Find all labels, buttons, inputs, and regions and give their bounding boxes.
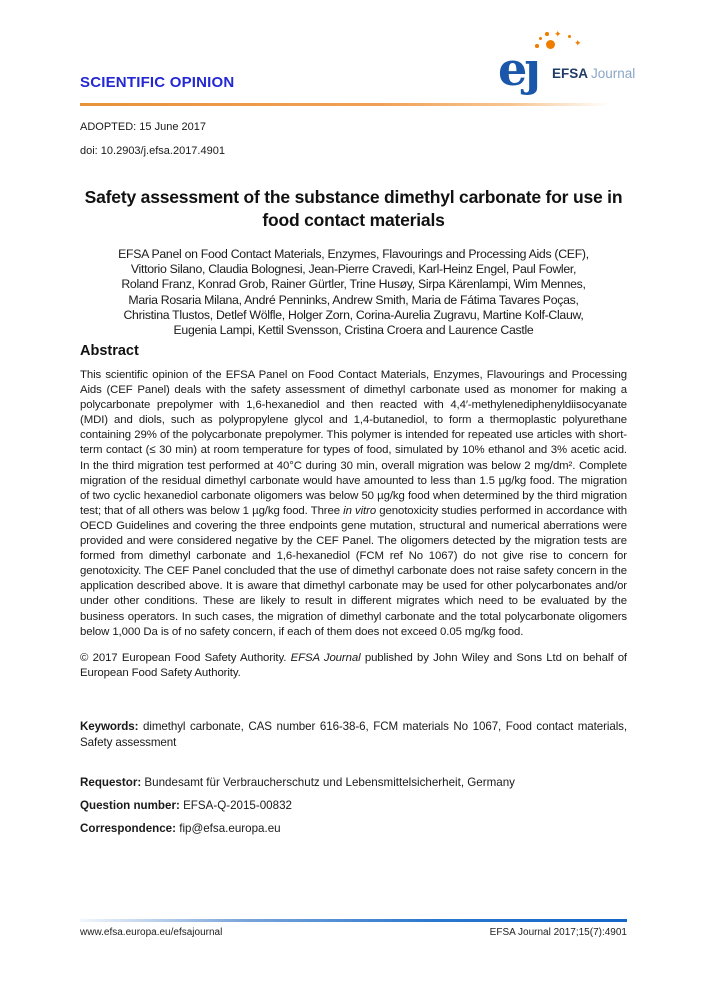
logo-brand-bold: EFSA bbox=[552, 66, 589, 81]
copyright-text: published by John Wiley and Sons Ltd on behalf of European Food Safety Authority. bbox=[80, 651, 627, 679]
copyright-paragraph bbox=[80, 651, 627, 681]
abstract-paragraph bbox=[80, 368, 627, 640]
abstract-italic-term: in vitro bbox=[343, 504, 377, 517]
correspondence-email-link[interactable]: fip@efsa.europa.eu bbox=[176, 822, 281, 835]
requestor-row bbox=[80, 776, 627, 789]
requestor-value: Bundesamt für Verbraucherschutz und Lebensmittelsicherheit, Germany bbox=[141, 776, 515, 789]
abstract-heading: Abstract bbox=[80, 343, 139, 359]
question-number-label: Question number: bbox=[80, 799, 180, 812]
authors-line: Christina Tlustos, Detlef Wölfle, Holger Zorn, Corina-Aurelia Zugravu, Martine Kolf-Clauw, bbox=[123, 307, 584, 322]
doi-link[interactable]: doi: 10.2903/j.efsa.2017.4901 bbox=[80, 145, 225, 157]
logo-dot-icon bbox=[539, 37, 542, 40]
logo-star-icon: ✦ bbox=[574, 38, 582, 48]
authors-line: EFSA Panel on Food Contact Materials, Enzymes, Flavourings and Processing Aids (CEF), bbox=[118, 247, 589, 261]
copyright-text: © 2017 European Food Safety Authority. bbox=[80, 651, 291, 664]
keywords-block bbox=[80, 719, 627, 750]
meta-block bbox=[80, 776, 627, 845]
logo-dot-icon bbox=[568, 35, 571, 38]
requestor-label: Requestor: bbox=[80, 776, 142, 789]
authors-line: Eugenia Lampi, Kettil Svensson, Cristina Croera and Laurence Castle bbox=[173, 323, 534, 338]
correspondence-row bbox=[80, 822, 627, 835]
keywords-text: dimethyl carbonate, CAS number 616-38-6, FCM materials No 1067, Food contact materials, Safety assessment bbox=[80, 720, 627, 749]
copyright-journal-name: EFSA Journal bbox=[290, 651, 361, 664]
abstract-text: This scientific opinion of the EFSA Panel on Food Contact Materials, Enzymes, Flavourings and Processing Aids (CEF Panel) deals with the safety assessment of dimethyl carbonate used as monomer for making a polycarbonate prepolymer with 1,6-hexanediol and then reacted with 4,4′-methylenediphenyldiisocyanate (MDI) and diols, such as polypropylene glycol and 1,4-butanediol, to form a thermoplastic polyurethane containing 29% of the polycarbonate prepolymer. This polymer is intended for repeated use articles with short-term contact (≤ 30 min) at room temperature for types of food, simulated by 10% ethanol and 3% acetic acid. In the third migration test performed at 40°C during 30 min, overall migration was below 2 mg/dm². Complete migration of the residual dimethyl carbonate would have amounted to less than 1.5 µg/kg food. The migration of two cyclic hexanediol carbonate oligomers was below 50 µg/kg food when determined by the third migration test; that of all others was below 1 µg/kg food. Three bbox=[80, 369, 627, 517]
keywords-label: Keywords: bbox=[80, 720, 139, 733]
logo-wordmark bbox=[552, 66, 635, 81]
logo-star-icon: ✦ bbox=[554, 29, 562, 39]
question-number-value: EFSA-Q-2015-00832 bbox=[179, 799, 292, 812]
authors-line: Maria Rosaria Milana, André Penninks, Andrew Smith, Maria de Fátima Tavares Poças, bbox=[128, 292, 579, 307]
logo-monogram: eȷ bbox=[498, 42, 538, 96]
correspondence-label: Correspondence: bbox=[80, 822, 176, 835]
footer-url-link[interactable]: www.efsa.europa.eu/efsajournal bbox=[80, 927, 223, 938]
section-label: SCIENTIFIC OPINION bbox=[80, 74, 235, 91]
efsa-journal-logo bbox=[498, 29, 636, 104]
footer-citation: EFSA Journal 2017;15(7):4901 bbox=[489, 927, 627, 938]
question-number-row bbox=[80, 799, 627, 812]
article-title: Safety assessment of the substance dimethyl carbonate for use in food contact materials bbox=[84, 187, 623, 230]
logo-dot-icon bbox=[545, 32, 549, 36]
authors-line: Vittorio Silano, Claudia Bolognesi, Jean-Pierre Cravedi, Karl-Heinz Engel, Paul Fowler, bbox=[130, 262, 577, 277]
adopted-date: ADOPTED: 15 June 2017 bbox=[80, 121, 206, 133]
abstract-section bbox=[80, 343, 627, 692]
logo-brand-light: Journal bbox=[591, 66, 636, 81]
abstract-text: genotoxicity studies performed in accordance with OECD Guidelines and covering the three endpoints gene mutation, structural and numerical aberrations were provided and were considered negative by the CEF Panel. The oligomers detected by the migration tests are formed from dimethyl carbonate and 1,6-hexanediol (FCM ref No 1067) do not give rise to concern for genotoxicity. The CEF Panel concluded that the use of dimethyl carbonate does not raise safety concern in the application described above. It is aware that dimethyl carbonate may be used for other polycarbonates and/or under other conditions. These are likely to result in different migrates which need to be evaluated by the business operators. In such cases, the migration of dimethyl carbonate and the total polycarbonate oligomers below 1,000 Da is of no safety concern, if each of them does not exceed 0.05 mg/kg food. bbox=[80, 504, 628, 638]
authors-line: Roland Franz, Konrad Grob, Rainer Gürtler, Trine Husøy, Sirpa Kärenlampi, Wim Mennes, bbox=[121, 277, 586, 292]
logo-dot-icon bbox=[546, 40, 555, 49]
authors-block bbox=[80, 247, 627, 338]
footer-divider bbox=[80, 919, 627, 922]
